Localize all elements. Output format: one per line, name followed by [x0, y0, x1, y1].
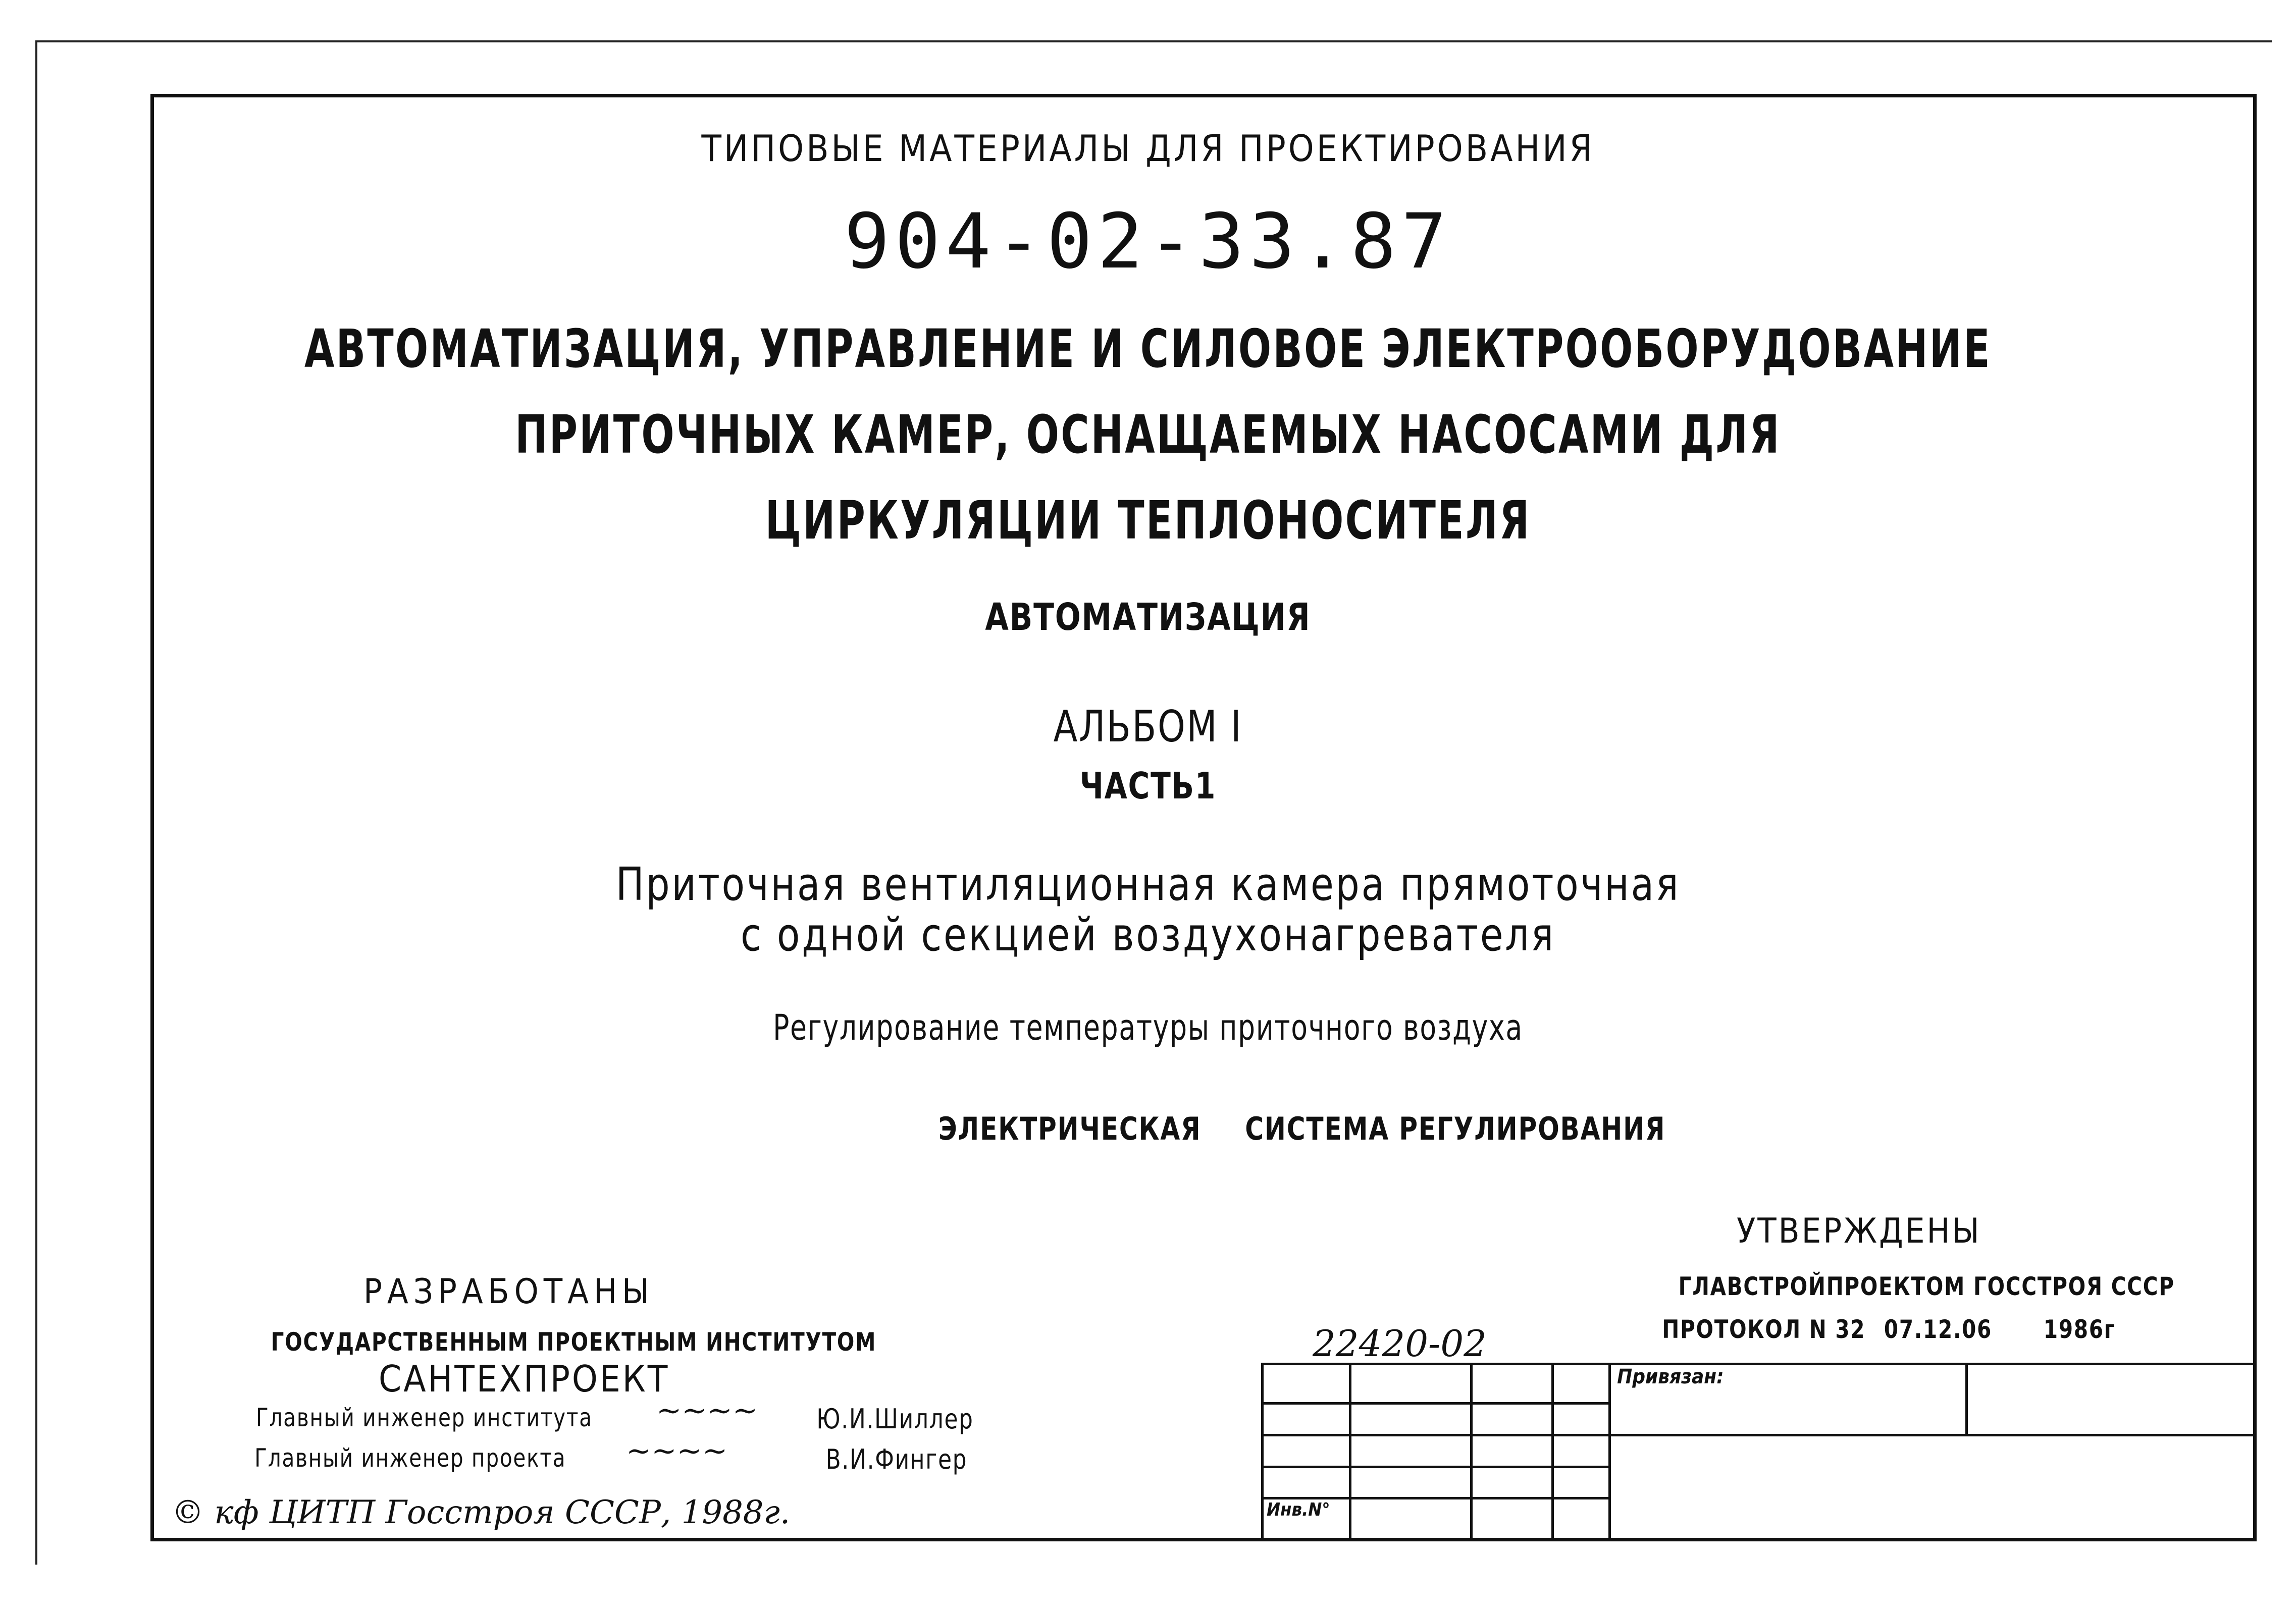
- stamp-table: [1261, 1363, 2257, 1541]
- chief-institute-name: Ю.И.Шиллер: [816, 1403, 974, 1435]
- approved-year: 1986г: [2043, 1315, 2116, 1344]
- chief-project-name: В.И.Фингер: [825, 1443, 968, 1475]
- system-type: ЭЛЕКТРИЧЕСКАЯ: [938, 1110, 1202, 1147]
- approved-by: ГЛАВСТРОЙПРОЕКТОМ ГОССТРОЯ СССР: [1678, 1272, 2175, 1301]
- chief-institute-label: Главный инженер института: [256, 1403, 593, 1432]
- sheet-top-line: [35, 40, 2272, 42]
- document-code: 904-02-33.87: [844, 198, 1452, 286]
- subject-line-2: с одной секцией воздухонагревателя: [740, 908, 1556, 961]
- approved-date: 07.12.06: [1884, 1315, 1993, 1344]
- part-label: ЧАСТЬ1: [1079, 765, 1217, 807]
- binding-label: Привязан:: [1617, 1365, 1724, 1388]
- section-label: АВТОМАТИЗАЦИЯ: [985, 596, 1311, 639]
- inv-label: Инв.N°: [1267, 1499, 1330, 1521]
- title-line-2: ПРИТОЧНЫХ КАМЕР, ОСНАЩАЕМЫХ НАСОСАМИ ДЛЯ: [515, 404, 1781, 465]
- title-line-1: АВТОМАТИЗАЦИЯ, УПРАВЛЕНИЕ И СИЛОВОЕ ЭЛЕКТРООБОРУДОВАНИЕ: [304, 318, 1992, 380]
- stamp-number: 22420-02: [1313, 1322, 1487, 1365]
- series-title: ТИПОВЫЕ МАТЕРИАЛЫ ДЛЯ ПРОЕКТИРОВАНИЯ: [701, 127, 1595, 170]
- regulation-title: Регулирование температуры приточного воздуха: [773, 1007, 1523, 1048]
- developed-title: РАЗРАБОТАНЫ: [363, 1272, 654, 1312]
- developed-by: ГОСУДАРСТВЕННЫМ ПРОЕКТНЫМ ИНСТИТУТОМ: [271, 1327, 877, 1357]
- signature-1: ~~~~: [656, 1393, 758, 1428]
- title-line-3: ЦИРКУЛЯЦИИ ТЕПЛОНОСИТЕЛЯ: [765, 490, 1531, 551]
- subject-line-1: Приточная вентиляционная камера прямоточная: [615, 858, 1681, 911]
- chief-project-label: Главный инженер проекта: [254, 1443, 566, 1473]
- institute-name: САНТЕХПРОЕКТ: [379, 1358, 670, 1400]
- signature-2: ~~~~: [626, 1433, 728, 1469]
- system-label: СИСТЕМА РЕГУЛИРОВАНИЯ: [1245, 1110, 1666, 1147]
- approved-protocol: ПРОТОКОЛ N 32: [1662, 1315, 1866, 1344]
- approved-title: УТВЕРЖДЕНЫ: [1737, 1211, 1981, 1251]
- copyright-note: © кф ЦИТП Госстроя СССР, 1988г.: [172, 1494, 791, 1531]
- album-label: АЛЬБОМ I: [1053, 702, 1243, 752]
